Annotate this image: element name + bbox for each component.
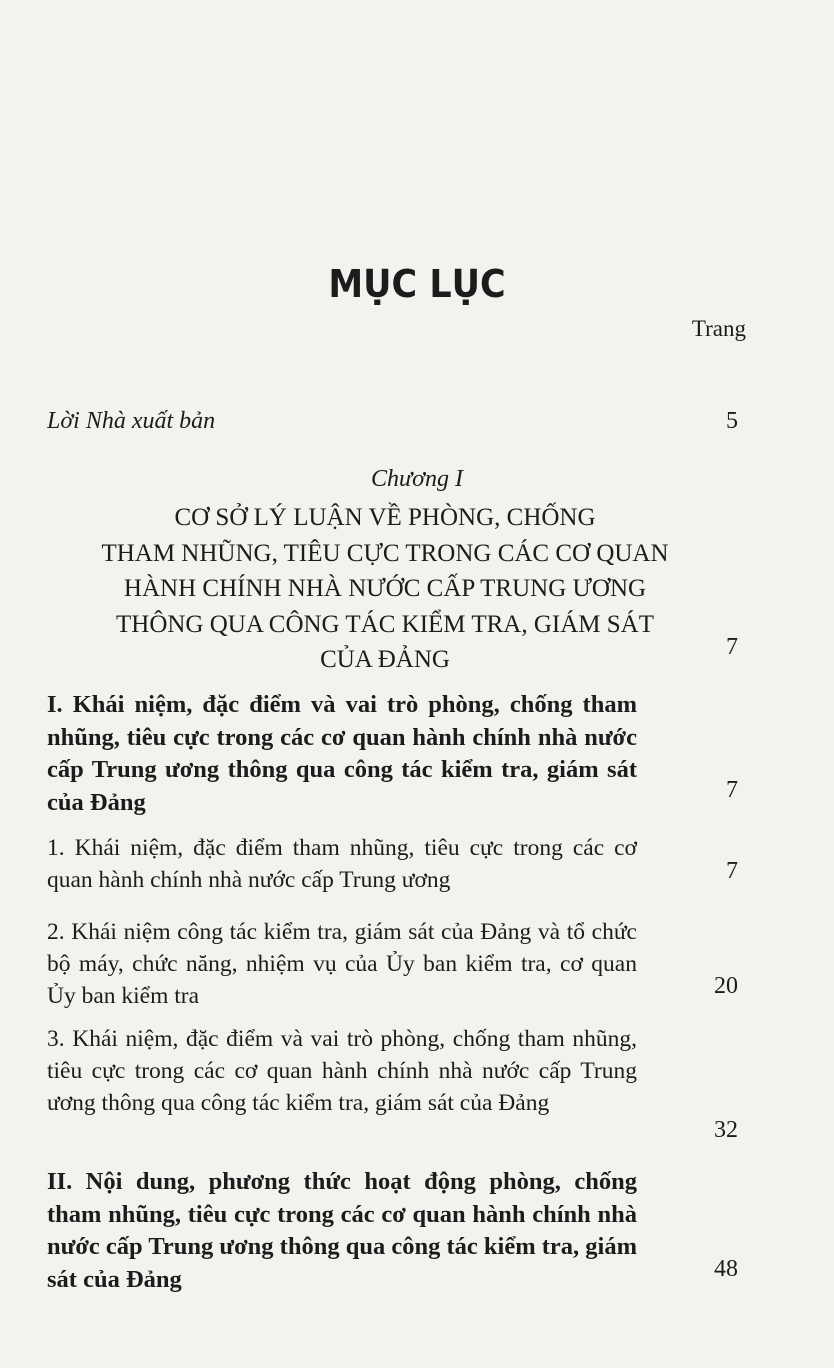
toc-entry-subsection-1: 1. Khái niệm, đặc điểm tham nhũng, tiêu cực trong các cơ quan hành chính nhà nước cấp Trung ương — [47, 835, 637, 893]
chapter-title-line: CỦA ĐẢNG — [320, 646, 450, 673]
toc-page-number: 48 — [714, 1256, 738, 1282]
toc-entry-subsection-2: 2. Khái niệm công tác kiểm tra, giám sát của Đảng và tổ chức bộ máy, chức năng, nhiệm vụ của Ủy ban kiểm tra, cơ quan Ủy ban kiểm tra — [47, 919, 637, 1009]
toc-entry-subsection-3: 3. Khái niệm, đặc điểm và vai trò phòng, chống tham nhũng, tiêu cực trong các cơ quan hành chính nhà nước cấp Trung ương thông qua công tác kiểm tra, giám sát của Đảng — [47, 1026, 637, 1116]
toc-page-number: 7 — [726, 858, 738, 884]
chapter-label: Chương I — [371, 466, 463, 492]
toc-page-number: 5 — [726, 408, 738, 434]
chapter-title-line: CƠ SỞ LÝ LUẬN VỀ PHÒNG, CHỐNG — [174, 504, 596, 531]
chapter-title-line: HÀNH CHÍNH NHÀ NƯỚC CẤP TRUNG ƯƠNG — [123, 575, 647, 602]
toc-page-number: 20 — [714, 973, 738, 999]
toc-entry-front-matter: Lời Nhà xuất bản — [47, 408, 216, 434]
page-title: MỤC LỤC — [328, 262, 506, 306]
toc-entry-section-2: II. Nội dung, phương thức hoạt động phòng, chống tham nhũng, tiêu cực trong các cơ quan hành chính nhà nước cấp Trung ương thông qua công tác kiểm tra, giám sát của Đảng — [47, 1168, 637, 1293]
page-column-header: Trang — [691, 316, 746, 341]
toc-entry-section-1: I. Khái niệm, đặc điểm và vai trò phòng, chống tham nhũng, tiêu cực trong các cơ quan hành chính nhà nước cấp Trung ương thông qua công tác kiểm tra, giám sát của Đảng — [47, 691, 637, 816]
chapter-title-line: THÔNG QUA CÔNG TÁC KIỂM TRA, GIÁM SÁT — [116, 610, 654, 638]
toc-page-number: 7 — [726, 777, 738, 803]
toc-page-number: 7 — [726, 634, 738, 660]
chapter-title-line: THAM NHŨNG, TIÊU CỰC TRONG CÁC CƠ QUAN — [101, 539, 669, 567]
toc-page-number: 32 — [714, 1117, 738, 1143]
chapter-title — [40, 500, 730, 678]
